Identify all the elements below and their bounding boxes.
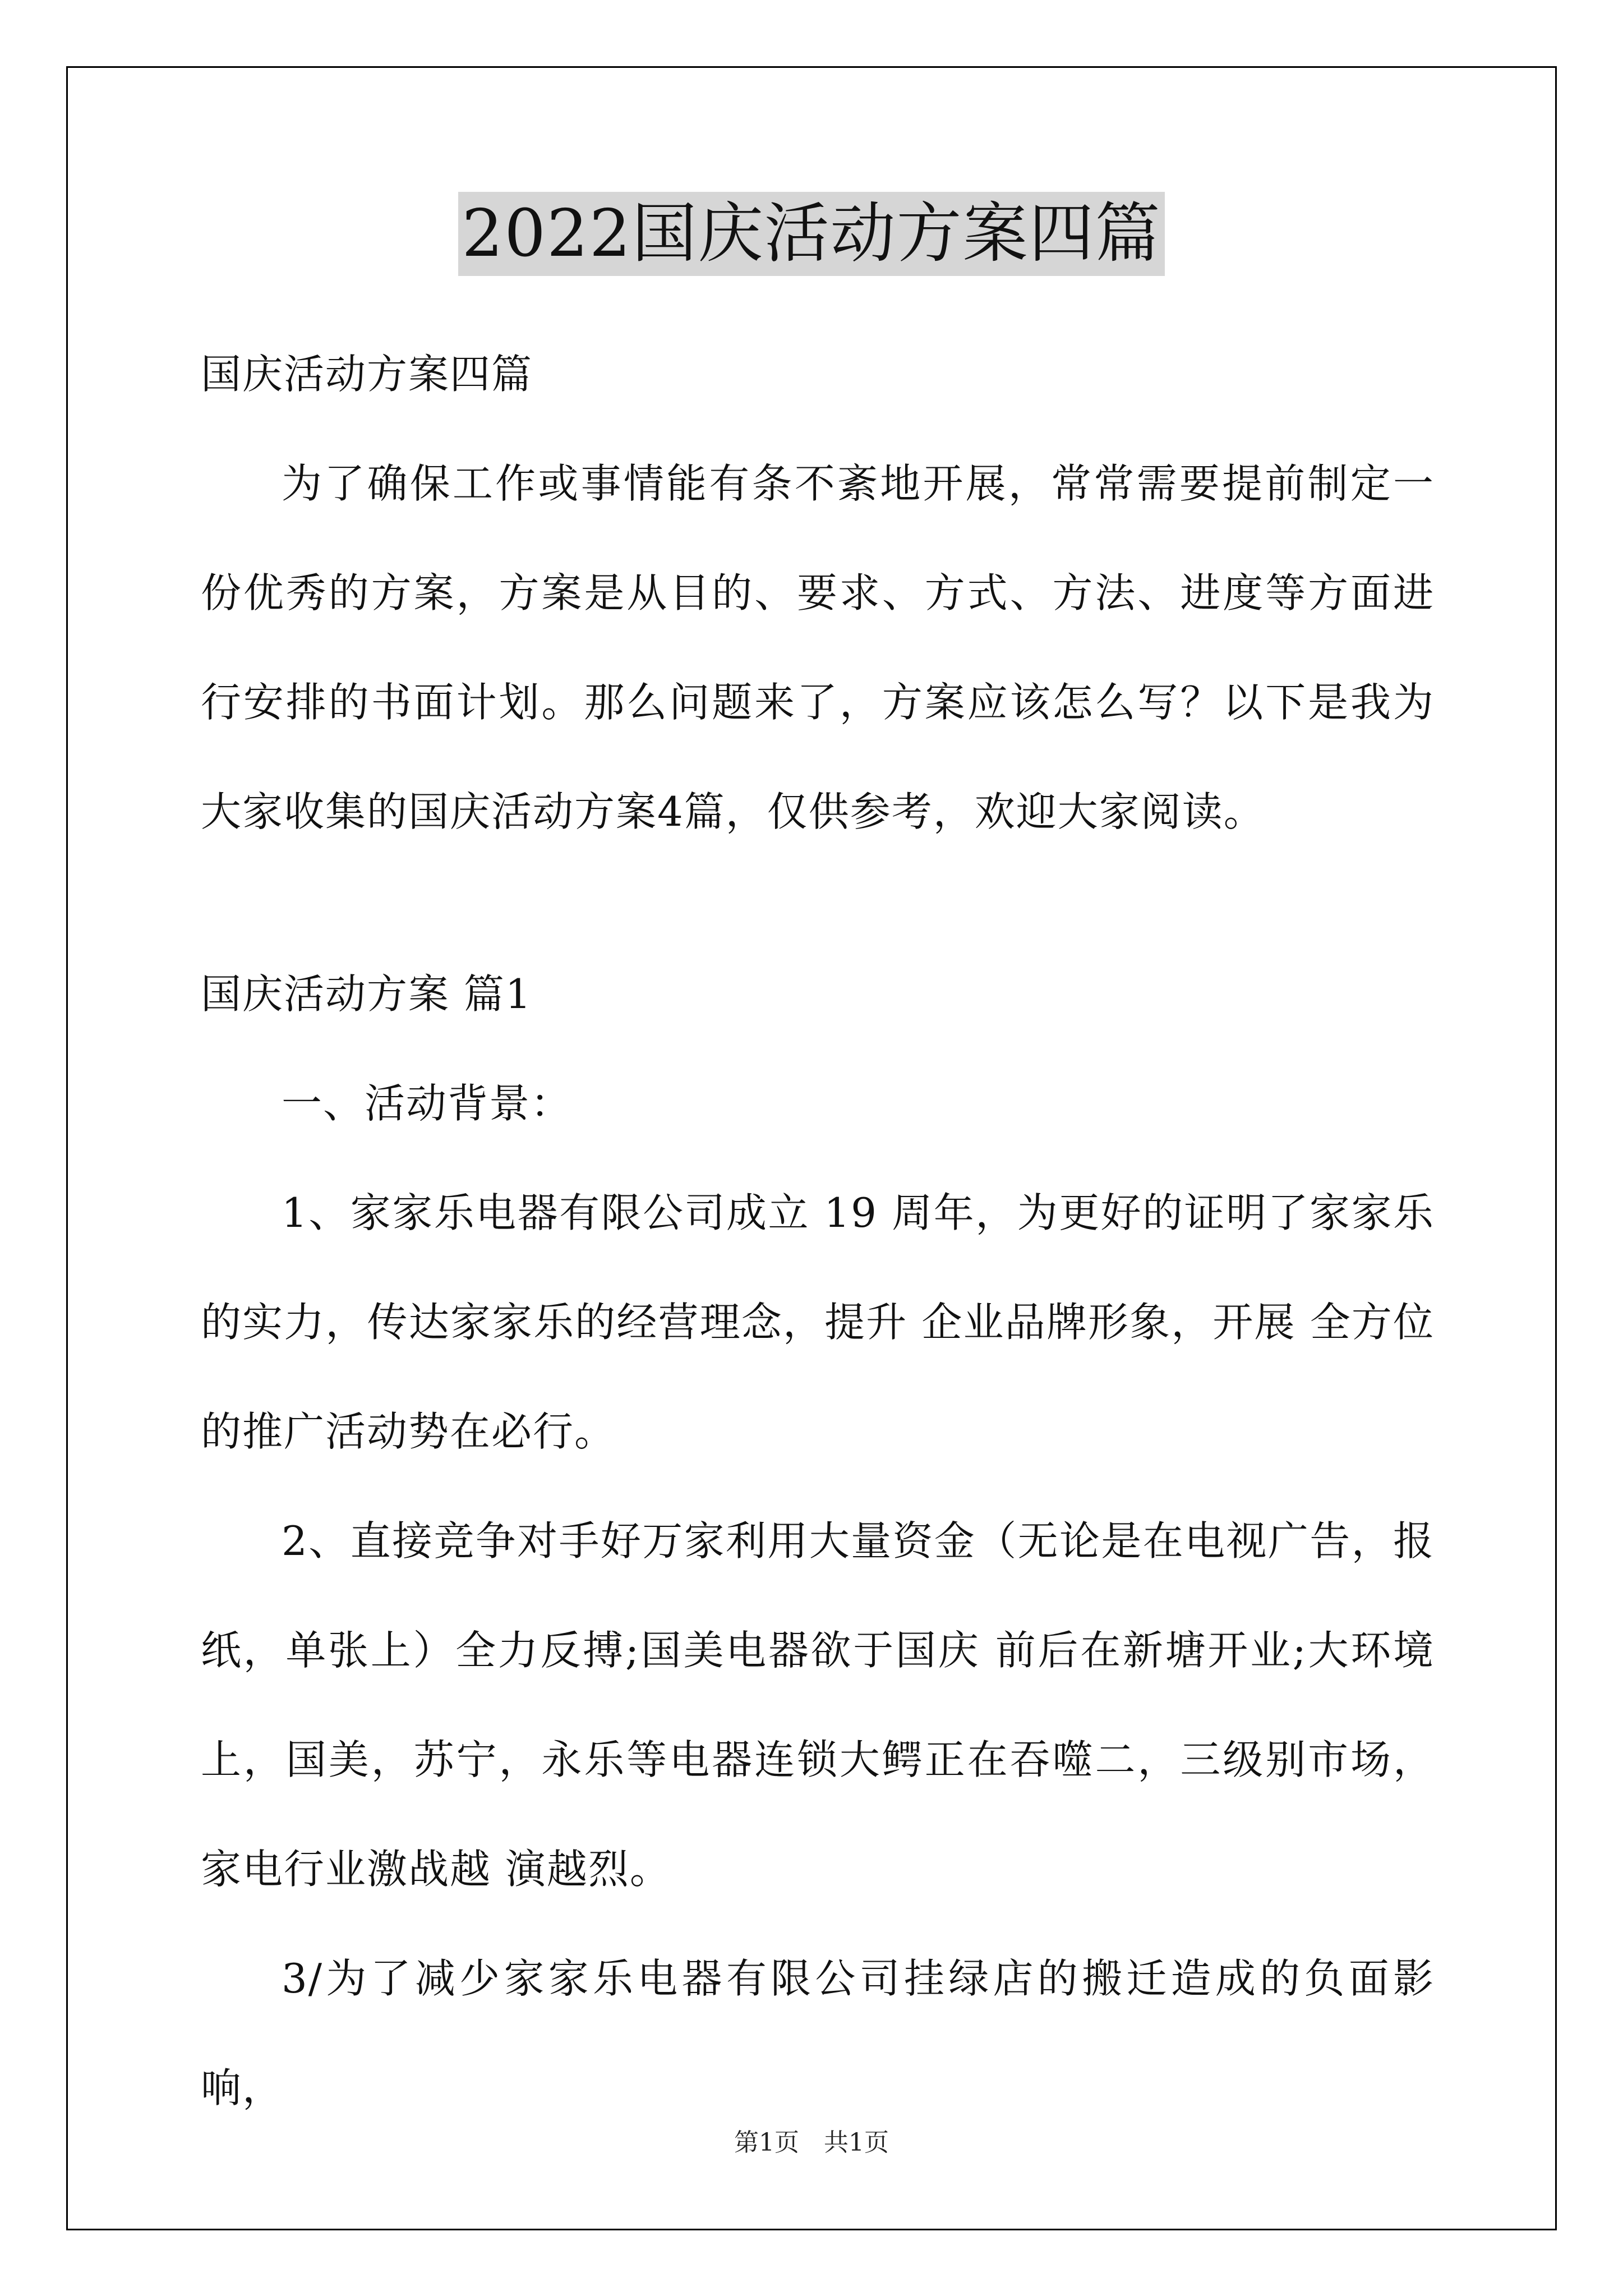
body-paragraph: 2、直接竞争对手好万家利用大量资金（无论是在电视广告，报纸，单张上）全力反搏;国美电器欲于国庆 前后在新塘开业;大环境上，国美，苏宁，永乐等电器连锁大鳄正在吞噬二，三级别市场，家电行业激战越 演越烈。 — [201, 1517, 1435, 1893]
document-subtitle: 国庆活动方案四篇 — [201, 351, 533, 398]
document-title: 2022国庆活动方案四篇 — [458, 192, 1164, 276]
section-spacer — [201, 867, 1435, 940]
intro-paragraph: 为了确保工作或事情能有条不紊地开展，常常需要提前制定一份优秀的方案，方案是从目的、要求、方式、方法、进度等方面进行安排的书面计划。那么问题来了，方案应该怎么写？以下是我为大家收集的国庆活动方案4篇，仅供参考，欢迎大家阅读。 — [201, 460, 1435, 835]
body-paragraph: 3/为了减少家家乐电器有限公司挂绿店的搬迁造成的负面影响， — [201, 1955, 1435, 2111]
document-body — [201, 320, 1435, 2143]
body-paragraph: 1、家家乐电器有限公司成立 19 周年，为更好的证明了家家乐的实力，传达家家乐的经营理念，提升 企业品牌形象，开展 全方位的推广活动势在必行。 — [201, 1189, 1435, 1455]
section-heading: 国庆活动方案 篇1 — [201, 970, 532, 1018]
title-area — [0, 192, 1623, 276]
page-footer: 第1页 共1页 — [734, 2128, 889, 2157]
body-paragraph: 一、活动背景： — [282, 1080, 573, 1127]
